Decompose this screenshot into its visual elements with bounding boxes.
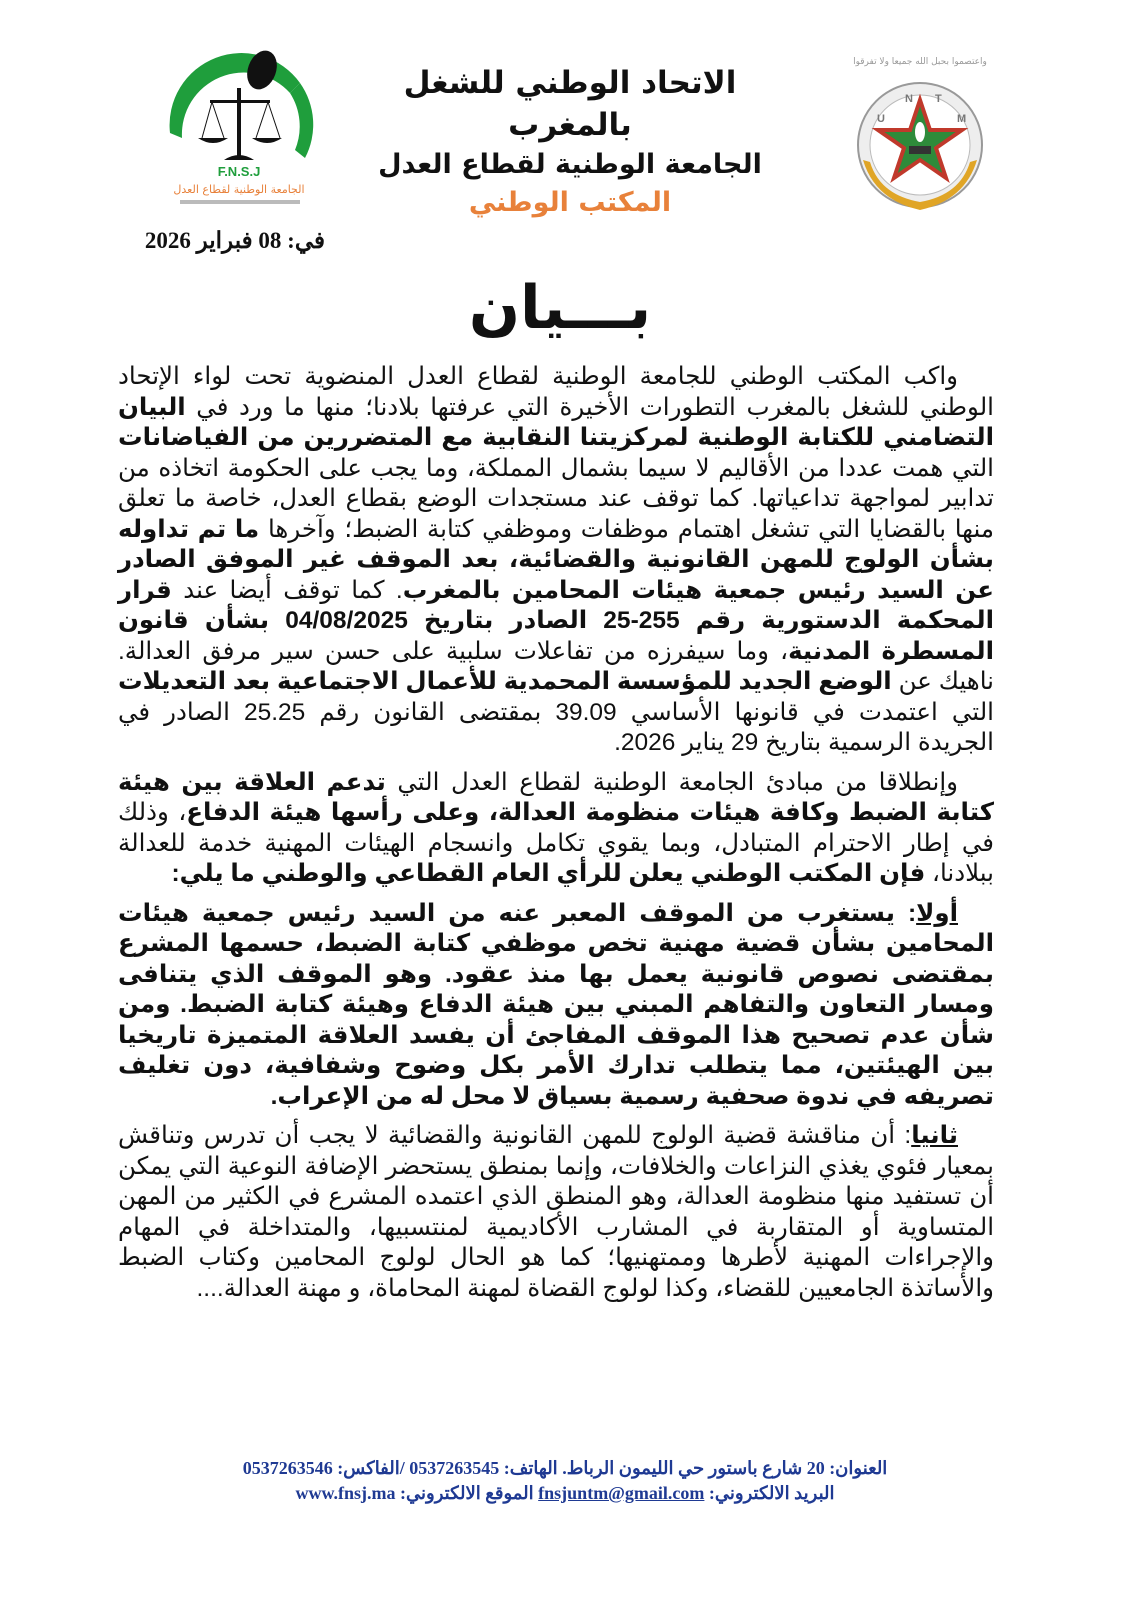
statement-body: [118, 362, 994, 1313]
footer-address: 20 شارع باستور حي الليمون الرباط.: [557, 1458, 825, 1478]
svg-text:T: T: [935, 93, 942, 105]
svg-text:N: N: [905, 93, 913, 105]
svg-text:الجامعة الوطنية لقطاع العدل: الجامعة الوطنية لقطاع العدل: [173, 183, 305, 196]
paragraph-first-point: أولا: يستغرب من الموقف المعبر عنه من السيد رئيس جمعية هيئات المحامين بشأن قضية مهنية تخص موظفي كتابة الضبط، حسمها المشرع بمقتضى نصوص قانونية يعمل بها منذ عقود. وهو الموقف الذي يتنافى ومسار التعاون والتفاهم المبني بين هيئة الدفاع وهيئة كتابة الضبط. ومن شأن عدم تصحيح هذا الموقف المفاجئ أن يفسد العلاقة المتميزة تاريخيا بين الهيئتين، مما يتطلب تدارك الأمر بكل وضوح وشفافية، دون تغليف تصريفه في ندوة صحفية رسمية بسياق لا محل له من الإعراب.: [118, 899, 994, 1110]
document-title: بـــيان: [468, 273, 652, 343]
point-label-first: أولا: [916, 899, 958, 927]
footer-address-line: العنوان: 20 شارع باستور حي الليمون الرباط. الهاتف: 0537263545 /الفاكس: 0537263546: [242, 1458, 888, 1478]
contact-footer: [150, 1456, 980, 1506]
paragraph-principles: وإنطلاقا من مبادئ الجامعة الوطنية لقطاع العدل التي تدعم العلاقة بين هيئة كتابة الضبط وكافة هيئات منظومة العدالة، وعلى رأسها هيئة الدفاع، وذلك في إطار الاحترام المتبادل، وبما يقوي تكامل وانسجام الهيئات المهنية خدمة للعدالة ببلادنا، فإن المكتب الوطني يعلن للرأي العام القطاعي والوطني ما يلي:: [118, 768, 994, 887]
paragraph-second-point: ثانيا: أن مناقشة قضية الولوج للمهن القانونية والقضائية لا يجب أن تدرس وتناقش بمعيار فئوي يغذي النزاعات والخلافات، وإنما بمنطق يستحضر الإضافة النوعية التي يمكن أن تستفيد منها منظومة العدالة، وهو المنطق الذي اعتمده المشرع في الكثير من المهن المتساوية أو المتقاربة في المشارب الأكاديمية لمنتسبيها، والمتداخلة في المهام والإجراءات المهنية لأطرها وممتهنيها؛ كما هو الحال لولوج المحامين وكتاب الضبط والأساتذة الجامعيين للقضاء، وكذا لولوج القضاة لمهنة المحاماة، و مهنة العدالة....: [118, 1122, 994, 1302]
scales-of-justice-icon: [150, 38, 330, 213]
footer-email-link[interactable]: fnsjuntm@gmail.com: [538, 1483, 705, 1503]
umt-star-emblem-icon: [835, 50, 1005, 220]
umt-logo: [835, 50, 1005, 220]
svg-text:M: M: [957, 113, 967, 125]
fnsj-logo: [150, 38, 330, 213]
footer-fax: 0537263546: [242, 1458, 333, 1478]
svg-text:U: U: [877, 113, 885, 125]
footer-contact-line: البريد الالكتروني: fnsjuntm@gmail.com الموقع الالكتروني: www.fnsj.ma: [295, 1483, 835, 1503]
svg-text:واعتصموا بحبل الله جميعا ولا ت: واعتصموا بحبل الله جميعا ولا تفرقوا: [853, 57, 987, 67]
point-label-second: ثانيا: [911, 1122, 958, 1149]
letterhead: [360, 62, 780, 222]
union-name: الاتحاد الوطني للشغل بالمغرب: [403, 65, 737, 143]
paragraph-intro: واكب المكتب الوطني للجامعة الوطنية لقطاع العدل المنضوية تحت لواء الإتحاد الوطني للشغل بالمغرب التطورات الأخيرة التي عرفتها بلادنا؛ منها ما ورد في البيان التضامني للكتابة الوطنية لمركزيتنا النقابية مع المتضررين من الفياضانات التي همت عددا من الأقاليم لا سيما بشمال المملكة، وما يجب على الحكومة اتخاذه من تدابير لمواجهة تداعياتها. كما توقف عند مستجدات الوضع بقطاع العدل، خاصة ما تعلق منها بالقضايا التي تشغل اهتمام موظفات وموظفي كتابة الضبط؛ وآخرها ما تم تداوله بشأن الولوج للمهن القانونية والقضائية، بعد الموقف غير الموفق الصادر عن السيد رئيس جمعية هيئات المحامين بالمغرب. كما توقف أيضا عند قرار المحكمة الدستورية رقم 255-25 الصادر بتاريخ 04/08/2025 بشأن قانون المسطرة المدنية، وما سيفرزه من تفاعلات سلبية على حسن سير مرفق العدالة. ناهيك عن الوضع الجديد للمؤسسة المحمدية للأعمال الاجتماعية بعد التعديلات التي اعتمدت في قانونها الأساسي 39.09 بمقتضى القانون رقم 25.25 الصادر في الجريدة الرسمية بتاريخ 29 يناير 2026.: [118, 363, 995, 756]
office-name: المكتب الوطني: [468, 187, 672, 218]
footer-phone: 0537263545: [409, 1458, 500, 1478]
document-date: في: 08 فبراير 2026: [144, 228, 325, 253]
federation-name: الجامعة الوطنية لقطاع العدل: [378, 149, 762, 180]
svg-text:F.N.S.J: F.N.S.J: [217, 164, 261, 179]
footer-website[interactable]: www.fnsj.ma: [295, 1483, 396, 1503]
